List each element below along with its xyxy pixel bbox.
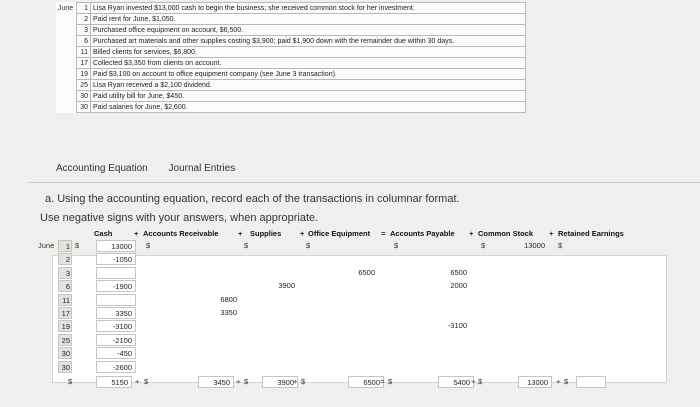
input-cash[interactable] <box>96 294 136 306</box>
total-operator: + <box>556 377 561 386</box>
transaction-day: 19 <box>77 69 91 80</box>
input-cs[interactable] <box>508 320 548 332</box>
tab-divider <box>28 182 700 183</box>
input-supplies[interactable] <box>258 320 298 332</box>
total-equip[interactable]: 6500 <box>348 376 384 388</box>
total-operator: + <box>293 377 298 386</box>
grid-header <box>38 228 700 240</box>
input-supplies[interactable] <box>258 361 298 373</box>
input-cash[interactable]: -3100 <box>96 320 136 332</box>
input-cash[interactable]: -450 <box>96 347 136 359</box>
tab-bar <box>56 163 253 174</box>
input-cash[interactable]: -1050 <box>96 253 136 265</box>
transaction-month <box>56 14 77 25</box>
grid-row-day: 19 <box>58 320 72 332</box>
transaction-text: Paid salaries for June, $2,600. <box>91 102 526 113</box>
total-currency-symbol: $ <box>388 377 393 386</box>
total-currency-symbol: $ <box>68 377 73 386</box>
input-equip[interactable] <box>318 280 378 292</box>
header-op-plus-2: + <box>238 229 243 238</box>
grid-row-day: 30 <box>58 347 72 359</box>
header-common-stock: Common Stock <box>478 229 534 238</box>
input-supplies[interactable] <box>258 253 298 265</box>
input-re[interactable] <box>566 307 636 319</box>
input-supplies[interactable] <box>258 347 298 359</box>
input-cs[interactable] <box>508 267 548 279</box>
currency-symbol: $ <box>306 241 311 250</box>
grid-row-day: 30 <box>58 361 72 373</box>
input-ap[interactable]: -3100 <box>447 321 467 331</box>
header-op-plus-1: + <box>134 229 139 238</box>
total-re[interactable] <box>576 376 606 388</box>
transaction-text: Purchased art materials and other supplies costing $3,900; paid $1,900 down with the remainder due within 30 days. <box>91 36 526 47</box>
header-accounts-receivable: Accounts Receivable <box>143 229 219 238</box>
input-re[interactable] <box>566 253 636 265</box>
grid-row-day: 6 <box>58 280 72 292</box>
transaction-text: Paid rent for June, $1,050. <box>91 14 526 25</box>
transaction-day: 25 <box>77 80 91 91</box>
input-equip[interactable] <box>318 361 378 373</box>
header-op-plus-3: + <box>300 229 305 238</box>
input-ar[interactable]: 3350 <box>220 308 237 317</box>
header-accounts-payable: Accounts Payable <box>390 229 455 238</box>
transaction-row <box>56 47 526 58</box>
input-re[interactable] <box>566 320 636 332</box>
tab-accounting-equation[interactable]: Accounting Equation <box>56 163 148 174</box>
grid-row-day: 1 <box>58 240 72 252</box>
input-cs[interactable] <box>508 294 548 306</box>
input-equip[interactable] <box>318 307 378 319</box>
currency-symbol: $ <box>558 241 563 250</box>
input-ap[interactable] <box>410 294 470 306</box>
total-operator: + <box>471 377 476 386</box>
transaction-day: 30 <box>77 91 91 102</box>
input-supplies[interactable]: 3900 <box>278 281 295 291</box>
input-cash[interactable]: -2600 <box>96 361 136 373</box>
input-ap[interactable] <box>410 253 470 265</box>
transaction-row <box>56 14 526 25</box>
transaction-day: 30 <box>77 102 91 113</box>
header-cash: Cash <box>94 229 113 238</box>
transaction-row <box>56 3 526 14</box>
input-ap[interactable] <box>410 347 470 359</box>
transaction-month <box>56 102 77 113</box>
total-cs[interactable]: 13000 <box>518 376 552 388</box>
input-supplies[interactable] <box>258 240 298 252</box>
total-ap[interactable]: 5400 <box>438 376 474 388</box>
input-supplies[interactable] <box>258 334 298 346</box>
transaction-day: 11 <box>77 47 91 58</box>
input-cs[interactable]: 13000 <box>524 241 545 250</box>
header-op-plus-5: + <box>469 229 474 238</box>
total-currency-symbol: $ <box>564 377 569 386</box>
grid-row <box>38 280 700 293</box>
instruction-note: Use negative signs with your answers, when appropriate. <box>40 212 319 224</box>
grid-row <box>38 334 700 347</box>
input-equip[interactable]: 6500 <box>358 267 375 277</box>
total-operator: = <box>380 377 385 386</box>
input-re[interactable] <box>566 280 636 292</box>
transaction-month <box>56 80 77 91</box>
transaction-row <box>56 80 526 91</box>
input-re[interactable] <box>566 294 636 306</box>
grid-row <box>38 347 700 360</box>
grid-row-day: 11 <box>58 294 72 306</box>
input-supplies[interactable] <box>258 294 298 306</box>
input-re[interactable] <box>566 347 636 359</box>
grid-row <box>38 253 700 266</box>
transaction-day: 2 <box>77 14 91 25</box>
input-cash[interactable]: -1900 <box>96 280 136 292</box>
transaction-text: Lisa Ryan received a $2,100 dividend. <box>91 80 526 91</box>
grid-row-day: 17 <box>58 307 72 319</box>
transaction-month: June <box>58 4 74 12</box>
header-op-equals: = <box>381 229 386 238</box>
input-re[interactable] <box>566 267 636 279</box>
transaction-text: Paid $3,100 on account to office equipment company (see June 3 transaction). <box>91 69 526 80</box>
currency-symbol: $ <box>244 241 249 250</box>
total-currency-symbol: $ <box>478 377 483 386</box>
currency-symbol: $ <box>75 241 80 250</box>
input-ar[interactable] <box>198 320 240 332</box>
input-cs[interactable] <box>508 361 548 373</box>
grid-row <box>38 240 700 253</box>
input-ar[interactable] <box>198 347 240 359</box>
header-supplies: Supplies <box>250 229 282 238</box>
transactions-table <box>56 2 526 113</box>
input-ar[interactable] <box>198 280 240 292</box>
input-re[interactable] <box>566 240 636 252</box>
transaction-row <box>56 25 526 36</box>
currency-symbol: $ <box>146 241 151 250</box>
input-ar[interactable] <box>198 240 240 252</box>
transaction-text: Lisa Ryan invested $13,000 cash to begin the business; she received common stock for her investment. <box>91 3 526 14</box>
input-supplies[interactable] <box>258 307 298 319</box>
transaction-month <box>56 58 77 69</box>
input-ar[interactable] <box>198 253 240 265</box>
total-supplies[interactable]: 3900 <box>262 376 298 388</box>
transaction-day: 3 <box>77 25 91 36</box>
grid-row-month: June <box>38 241 55 250</box>
transaction-row <box>56 91 526 102</box>
input-supplies[interactable] <box>258 267 298 279</box>
input-equip[interactable] <box>318 320 378 332</box>
input-cs[interactable] <box>508 334 548 346</box>
input-ap[interactable]: 6500 <box>450 267 467 277</box>
tab-journal-entries[interactable]: Journal Entries <box>168 163 236 174</box>
total-currency-symbol: $ <box>301 377 306 386</box>
grid-row <box>38 294 700 307</box>
total-cash[interactable]: 5150 <box>96 376 132 388</box>
transaction-day: 6 <box>77 36 91 47</box>
total-operator: + <box>236 377 241 386</box>
currency-symbol: $ <box>481 241 486 250</box>
transaction-month <box>56 25 77 36</box>
input-ap[interactable]: 2000 <box>450 281 467 291</box>
grid-row <box>38 267 700 280</box>
grid-row-day: 25 <box>58 334 72 346</box>
transaction-row <box>56 69 526 80</box>
input-ap[interactable] <box>410 334 470 346</box>
transaction-month <box>56 91 77 102</box>
input-cash[interactable] <box>96 267 136 279</box>
grid-row <box>38 307 700 320</box>
currency-symbol: $ <box>394 241 399 250</box>
input-ap[interactable] <box>410 361 470 373</box>
input-cash[interactable]: -2100 <box>96 334 136 346</box>
grid-row <box>38 320 700 333</box>
total-currency-symbol: $ <box>144 377 149 386</box>
transaction-text: Paid utility bill for June, $450. <box>91 91 526 102</box>
input-ar[interactable] <box>198 361 240 373</box>
input-cash[interactable]: 13000 <box>96 240 136 252</box>
transaction-text: Billed clients for services, $6,800. <box>91 47 526 58</box>
input-equip[interactable] <box>318 347 378 359</box>
instruction-text: a. Using the accounting equation, record each of the transactions in columnar format. <box>45 193 460 205</box>
total-currency-symbol: $ <box>244 377 249 386</box>
input-cs[interactable] <box>508 307 548 319</box>
input-cash[interactable]: 3350 <box>96 307 136 319</box>
total-operator: + <box>135 377 140 386</box>
total-ar[interactable]: 3450 <box>198 376 234 388</box>
grid-row <box>38 361 700 374</box>
header-office-equipment: Office Equipment <box>308 229 371 238</box>
grid-row-day: 2 <box>58 253 72 265</box>
grid-row-day: 3 <box>58 267 72 279</box>
transaction-text: Collected $3,350 from clients on account. <box>91 58 526 69</box>
totals-row <box>38 376 700 389</box>
input-ar[interactable] <box>198 334 240 346</box>
transaction-month <box>56 47 77 58</box>
input-equip[interactable] <box>318 253 378 265</box>
transaction-row <box>56 102 526 113</box>
input-ar[interactable]: 6800 <box>220 294 237 304</box>
input-cs[interactable] <box>508 347 548 359</box>
input-re[interactable] <box>566 361 636 373</box>
header-retained-earnings: Retained Earnings <box>558 229 624 238</box>
input-ap[interactable] <box>410 240 470 252</box>
transaction-text: Purchased office equipment on account, $6,500. <box>91 25 526 36</box>
input-equip[interactable] <box>318 334 378 346</box>
input-re[interactable] <box>566 334 636 346</box>
transaction-row <box>56 58 526 69</box>
transaction-day: 1 <box>77 3 91 14</box>
input-equip[interactable] <box>318 294 378 306</box>
header-op-plus-6: + <box>549 229 554 238</box>
transaction-day: 17 <box>77 58 91 69</box>
input-cs[interactable] <box>508 253 548 265</box>
transaction-month <box>56 36 77 47</box>
input-ar[interactable] <box>198 267 240 279</box>
transaction-row <box>56 36 526 47</box>
transaction-month <box>56 69 77 80</box>
input-equip[interactable] <box>318 240 378 252</box>
input-ap[interactable] <box>410 307 470 319</box>
input-cs[interactable] <box>508 280 548 292</box>
